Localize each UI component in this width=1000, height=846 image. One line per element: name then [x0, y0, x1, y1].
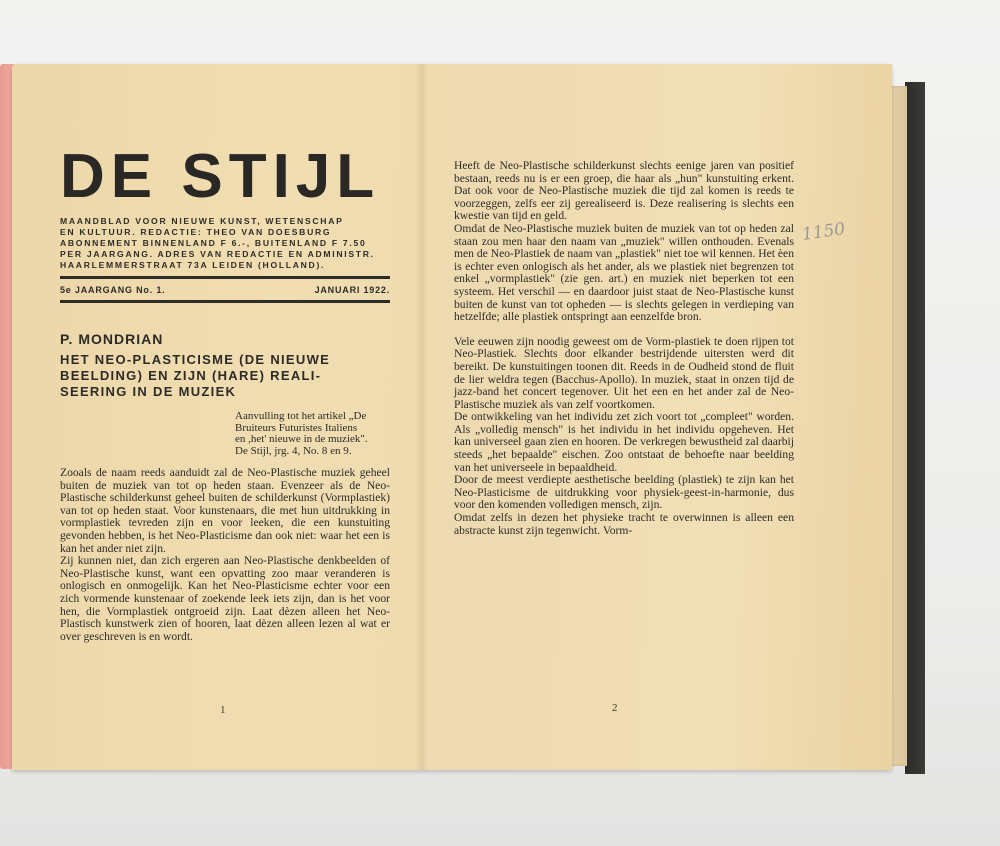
paragraph: De ontwikkeling van het individu zet zich voort tot „compleet" worden. Als „volledig mensch" is het individu in het individu opgeheven. Het kan universeel gaan zien en hooren. De verkregen bewustheid zal daarbij steeds „het bepaalde" eischen. Zoo ontstaat de behoefte naar beelding van het universeele in bepaaldheid. [454, 410, 794, 474]
title-line: SEERING IN DE MUZIEK [60, 384, 237, 399]
article-title [60, 352, 390, 400]
subtitle-line: HAARLEMMERSTRAAT 73A LEIDEN (HOLLAND). [60, 260, 326, 270]
title-line: HET NEO-PLASTICISME (DE NIEUWE [60, 352, 331, 367]
note-line: en ,het' nieuwe in de muziek". [235, 433, 368, 445]
title-line: BEELDING) EN ZIJN (HARE) REALI- [60, 368, 322, 383]
paragraph: Vele eeuwen zijn noodig geweest om de Vorm-plastiek te doen rijpen tot Neo-Plastiek. Slechts door elkander bestrijdende uitersten werd dit bereikt. De kunstuitingen toonen dit. Reeds in de Oudheid stond de fluit de lier weldra tegen (Bacchus-Apollo). In muziek, staat in onzen tijd de jazz-band het concert tegenover. Uit het een en het ander zal de Neo-Plastische muziek als van zelf voortkomen. [454, 334, 794, 411]
subtitle-line: PER JAARGANG. ADRES VAN REDACTIE EN ADMINISTR. [60, 249, 375, 259]
article-note [235, 411, 391, 457]
left-column [60, 142, 390, 643]
left-body-text [60, 467, 390, 643]
issue-line [60, 285, 390, 295]
article-author: P. MONDRIAN [60, 331, 164, 347]
note-line: Aanvulling tot het artikel „De [235, 410, 367, 422]
issue-date: JANUARI 1922. [314, 285, 390, 295]
page-number-left: 1 [220, 704, 226, 716]
paragraph: Zij kunnen niet, dan zich ergeren aan Neo-Plastische denkbeelden of Neo-Plastische kunst, want een opvatting zoo maar veranderen is onlogisch en onmogelijk. Kan het Neo-Plasticisme echter voor een zich vormende kunstenaar of zoekende leek iets zijn, dan is het voor hen, die Vormplastiek ontgroeid zijn. Laat dèzen alleen het Neo-Plastisch kunstwerk zien of hooren, laat dèzen alleen lezen al wat er over geschreven is en wordt. [60, 554, 390, 643]
right-body-text [454, 160, 794, 537]
paragraph: Heeft de Neo-Plastische schilderkunst slechts eenige jaren van positief bestaan, reeds nu is er een groep, die haar als „hun" kunstuiting erkent. Dat ook voor de Neo-Plastische muziek die tijd zal komen is reeds te voorzeggen, zelfs eer zij gerealiseerd is. Deze realisering is slechts een kwestie van tijd en geld. [454, 159, 794, 223]
issue-volume: 5e JAARGANG No. 1. [60, 285, 166, 295]
masthead-title: DE STIJL [60, 142, 381, 211]
issue-rule [60, 300, 390, 303]
subtitle-line: EN KULTUUR. REDACTIE: THEO VAN DOESBURG [60, 227, 332, 237]
magazine-spread [12, 64, 892, 770]
note-line: Bruiteurs Futuristes Italiens [235, 421, 358, 434]
handwritten-pencil-note: 1150 [800, 219, 847, 245]
page-number-right: 2 [612, 702, 618, 714]
note-line: De Stijl, jrg. 4, No. 8 en 9. [235, 444, 352, 457]
right-column [454, 160, 794, 537]
paragraph: Omdat de Neo-Plastische muziek buiten de muziek van tot op heden zal staan zou men haar den naam van „muziek" willen onthouden. Evenals men de Neo-Plastiek de naam van „plastiek" niet toe wil kennen. Het èen is echter even onlogisch als het ander, als we plastiek niet begrenzen tot enkel „vormplastiek" (zie gen. art.) en muziek niet beperken tot een systeem. Het verschil — en daardoor juist staat de Neo-Plastische kunst buiten de kunst van tot opheden — is slechts gelegen in verdieping van hetzelfde; alle plastiek ontspringt aan eenzelfde bron. [454, 221, 794, 324]
masthead-subtitle [60, 216, 390, 271]
paragraph: Omdat zelfs in dezen het physieke tracht te overwinnen is alleen een abstracte kunst zijn tegenwicht. Vorm- [454, 511, 794, 537]
paragraph: Door de meest verdiepte aesthetische beelding (plastiek) te zijn kan het Neo-Plasticisme de uitdrukking voor physiek-geest-in-harmonie, dus voor den komenden volledigen mensch, zijn. [454, 473, 794, 512]
paragraph: Zooals de naam reeds aanduidt zal de Neo-Plastische muziek geheel buiten de muziek van tot op heden staan. Evenzeer als de Neo-Plastische schilderkunst geheel buiten de schilderkunst (Vormplastiek) van tot op heden staat. Voor kunstenaars, die met hun uitdrukking in vormplastiek tevreden zijn en voor leeken, die een kunstuiting gevonden hebben, is het Neo-Plasticisme dan ook niet: waar het een is kan het ander niet zijn. [60, 466, 390, 555]
masthead-rule [60, 276, 390, 279]
subtitle-line: ABONNEMENT BINNENLAND F 6.-, BUITENLAND F 7.50 [60, 238, 367, 248]
subtitle-line: MAANDBLAD VOOR NIEUWE KUNST, WETENSCHAP [60, 216, 344, 226]
book-back-board [905, 82, 925, 774]
